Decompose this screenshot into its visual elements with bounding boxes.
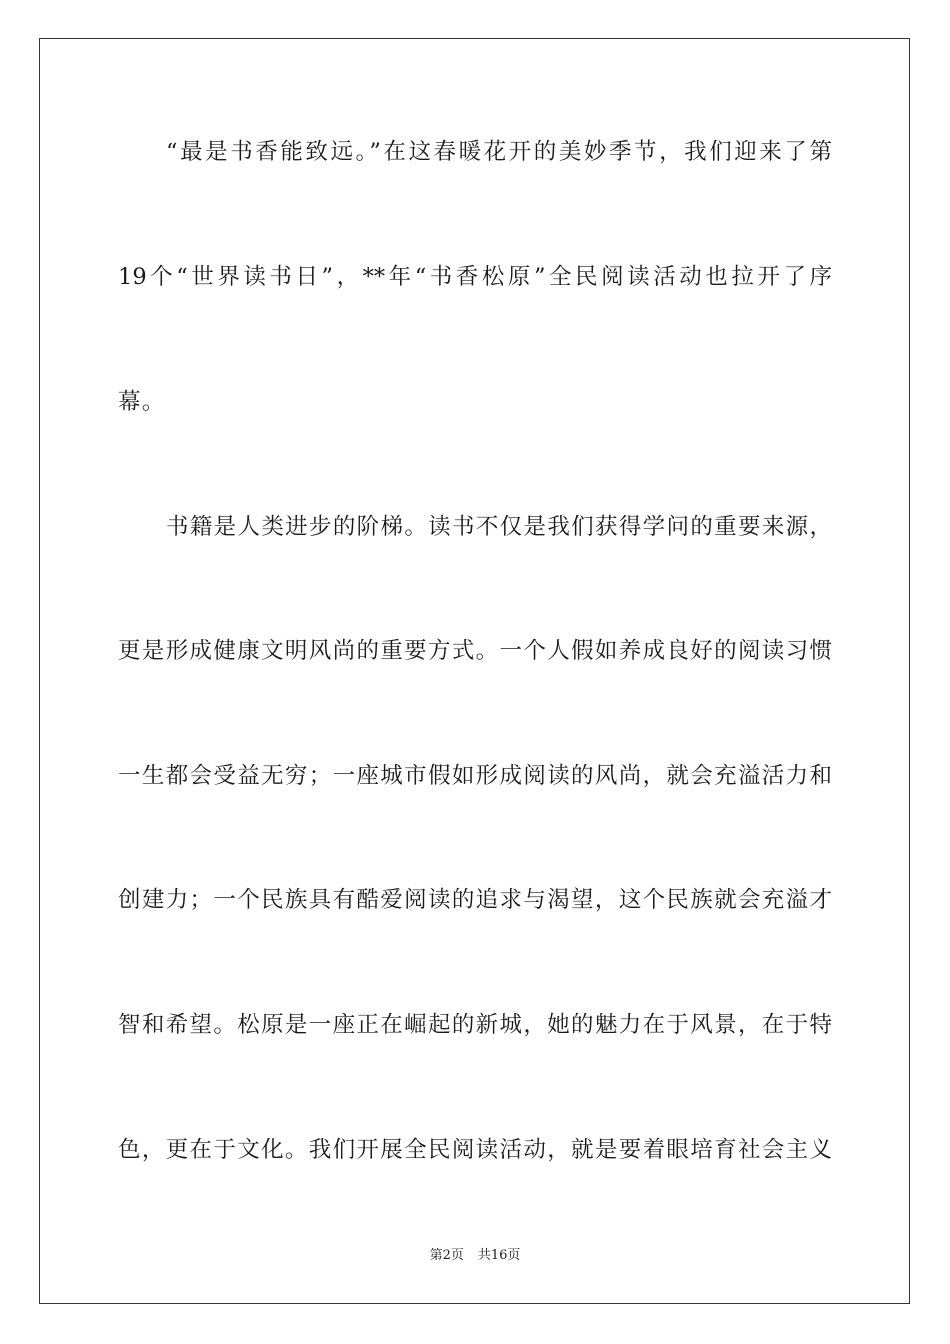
paragraph-line-5: 更是形成健康文明风尚的重要方式。一个人假如养成良好的阅读习惯 [118, 638, 832, 664]
paragraph-line-2: 19个“世界读书日”，**年“书香松原”全民阅读活动也拉开了序 [118, 264, 832, 290]
page-footer [0, 1247, 950, 1265]
paragraph-line-9: 色，更在于文化。我们开展全民阅读活动，就是要着眼培育社会主义 [118, 1137, 832, 1163]
paragraph-line-6: 一生都会受益无穷；一座城市假如形成阅读的风尚，就会充溢活力和 [118, 763, 832, 789]
paragraph-line-4: 书籍是人类进步的阶梯。读书不仅是我们获得学问的重要来源， [166, 514, 832, 540]
page-border [39, 38, 910, 1304]
paragraph-line-3: 幕。 [118, 389, 166, 415]
page-total: 共16页 [477, 1248, 521, 1263]
paragraph-line-8: 智和希望。松原是一座正在崛起的新城，她的魅力在于风景，在于特 [118, 1012, 832, 1038]
paragraph-line-7: 创建力；一个民族具有酷爱阅读的追求与渴望，这个民族就会充溢才 [118, 887, 832, 913]
paragraph-line-1: “最是书香能致远。”在这春暖花开的美妙季节，我们迎来了第 [166, 139, 832, 165]
page-number: 第2页 [429, 1248, 464, 1263]
